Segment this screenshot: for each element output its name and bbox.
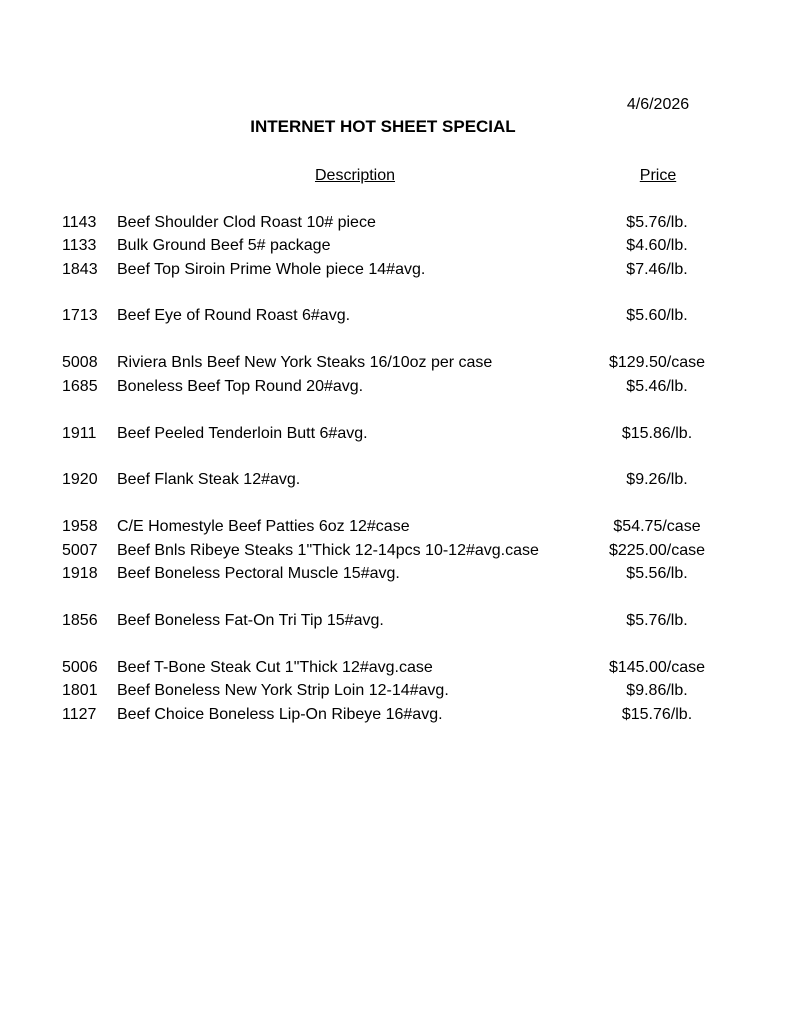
table-row xyxy=(0,305,791,327)
item-code: 1801 xyxy=(62,682,98,699)
item-description: Beef Eye of Round Roast 6#avg. xyxy=(117,307,351,324)
table-row xyxy=(0,563,791,585)
item-price: $5.76/lb. xyxy=(626,214,688,231)
table-row xyxy=(0,680,791,702)
item-code: 1685 xyxy=(62,378,98,395)
item-price: $9.26/lb. xyxy=(626,471,688,488)
item-code: 1918 xyxy=(62,565,98,582)
item-price: $5.46/lb. xyxy=(626,378,688,395)
description-column-header: Description xyxy=(314,167,396,184)
item-price: $15.86/lb. xyxy=(621,425,693,442)
item-description: Beef Flank Steak 12#avg. xyxy=(117,471,301,488)
item-code: 1713 xyxy=(62,307,98,324)
table-row xyxy=(0,657,791,679)
item-price: $145.00/case xyxy=(608,659,706,676)
item-code: 5006 xyxy=(62,659,98,676)
table-row xyxy=(0,259,791,281)
item-description: Beef Boneless Fat-On Tri Tip 15#avg. xyxy=(117,612,384,629)
item-price: $54.75/case xyxy=(613,518,701,535)
item-description: Beef Choice Boneless Lip-On Ribeye 16#avg. xyxy=(117,706,443,723)
item-code: 1133 xyxy=(62,237,97,254)
item-price: $225.00/case xyxy=(608,542,706,559)
sheet-date: 4/6/2026 xyxy=(626,96,690,113)
item-code: 1127 xyxy=(62,706,97,723)
table-row xyxy=(0,540,791,562)
table-row xyxy=(0,212,791,234)
table-row xyxy=(0,423,791,445)
item-code: 1856 xyxy=(62,612,98,629)
table-row xyxy=(0,376,791,398)
item-price: $4.60/lb. xyxy=(626,237,688,254)
table-row xyxy=(0,235,791,257)
item-price: $5.56/lb. xyxy=(626,565,688,582)
page-title: INTERNET HOT SHEET SPECIAL xyxy=(250,117,516,136)
item-description: Beef Shoulder Clod Roast 10# piece xyxy=(117,214,376,231)
item-price: $7.46/lb. xyxy=(626,261,688,278)
item-code: 5008 xyxy=(62,354,98,371)
item-price: $129.50/case xyxy=(608,354,706,371)
item-description: C/E Homestyle Beef Patties 6oz 12#case xyxy=(117,518,410,535)
item-code: 1143 xyxy=(62,214,97,231)
item-description: Beef Bnls Ribeye Steaks 1"Thick 12-14pcs 10-12#avg.case xyxy=(117,542,539,559)
item-description: Beef Boneless Pectoral Muscle 15#avg. xyxy=(117,565,400,582)
table-row xyxy=(0,516,791,538)
item-description: Beef Peeled Tenderloin Butt 6#avg. xyxy=(117,425,368,442)
price-column-header: Price xyxy=(639,167,677,184)
item-code: 1958 xyxy=(62,518,98,535)
item-price: $9.86/lb. xyxy=(626,682,688,699)
item-code: 1920 xyxy=(62,471,98,488)
item-description: Beef Top Siroin Prime Whole piece 14#avg. xyxy=(117,261,426,278)
item-code: 1911 xyxy=(62,425,97,442)
table-row xyxy=(0,704,791,726)
item-price: $15.76/lb. xyxy=(621,706,693,723)
item-code: 1843 xyxy=(62,261,98,278)
table-row xyxy=(0,352,791,374)
item-price: $5.76/lb. xyxy=(626,612,688,629)
item-description: Riviera Bnls Beef New York Steaks 16/10oz per case xyxy=(117,354,493,371)
item-description: Beef Boneless New York Strip Loin 12-14#avg. xyxy=(117,682,449,699)
item-description: Bulk Ground Beef 5# package xyxy=(117,237,331,254)
item-description: Boneless Beef Top Round 20#avg. xyxy=(117,378,364,395)
item-description: Beef T-Bone Steak Cut 1"Thick 12#avg.case xyxy=(117,659,433,676)
table-row xyxy=(0,469,791,491)
item-price: $5.60/lb. xyxy=(626,307,688,324)
item-code: 5007 xyxy=(62,542,98,559)
table-row xyxy=(0,610,791,632)
